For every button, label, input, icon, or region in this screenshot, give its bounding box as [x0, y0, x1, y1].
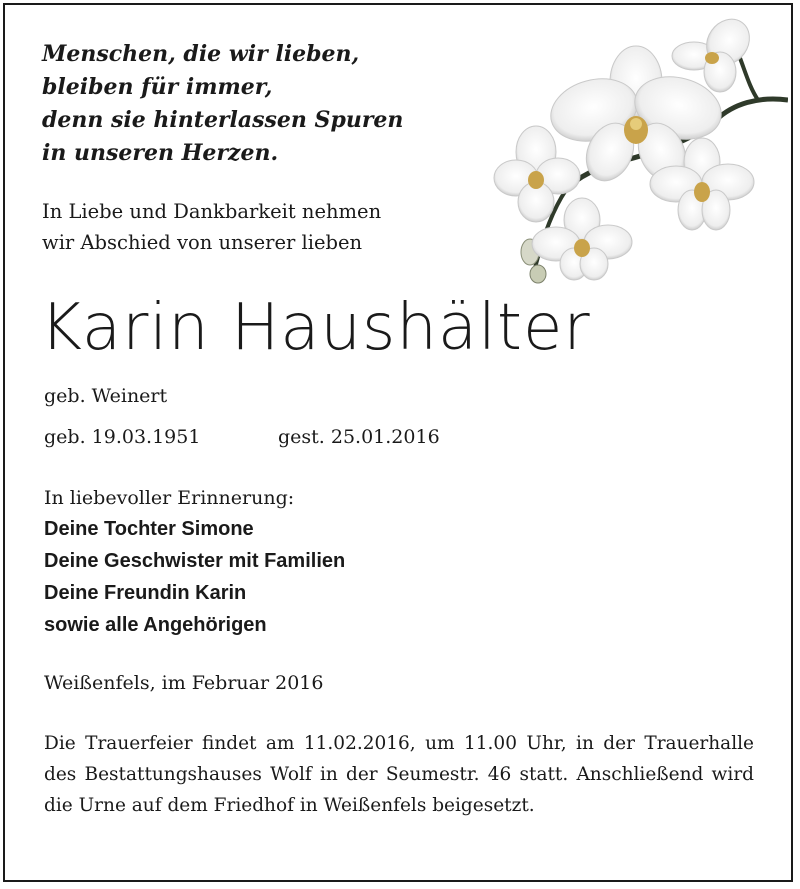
orchid-image [488, 12, 788, 284]
mourner-item: sowie alle Angehörigen [44, 614, 267, 636]
intro-line: wir Abschied von unserer lieben [42, 231, 363, 254]
mourner-item: Deine Geschwister mit Familien [44, 550, 346, 572]
intro-text [42, 196, 381, 258]
maiden-name: geb. Weinert [44, 385, 168, 407]
mourner-item: Deine Freundin Karin [44, 582, 247, 604]
intro-line: In Liebe und Dankbarkeit nehmen [42, 200, 382, 223]
place-date: Weißenfels, im Februar 2016 [44, 672, 324, 694]
deceased-name: Karin Haushälter [40, 291, 591, 365]
service-info: Die Trauerfeier findet am 11.02.2016, um 11.00 Uhr, in der Trauerhalle des Bestattungshauses Wolf in der Seumestr. 46 statt. Anschließend wird die Urne auf dem Friedhof in Weißenfels beigesetzt. [44, 733, 754, 816]
motto-line: denn sie hinterlassen Spuren [42, 107, 404, 133]
motto [42, 38, 403, 170]
motto-line: Menschen, die wir lieben, [42, 41, 360, 67]
memory-intro: In liebevoller Erinnerung: [44, 487, 295, 509]
motto-line: in unseren Herzen. [42, 140, 279, 166]
mourners-list [44, 513, 345, 641]
birth-date: geb. 19.03.1951 [44, 426, 201, 448]
death-date: gest. 25.01.2016 [278, 426, 440, 448]
mourner-item: Deine Tochter Simone [44, 518, 254, 540]
motto-line: bleiben für immer, [42, 74, 273, 100]
